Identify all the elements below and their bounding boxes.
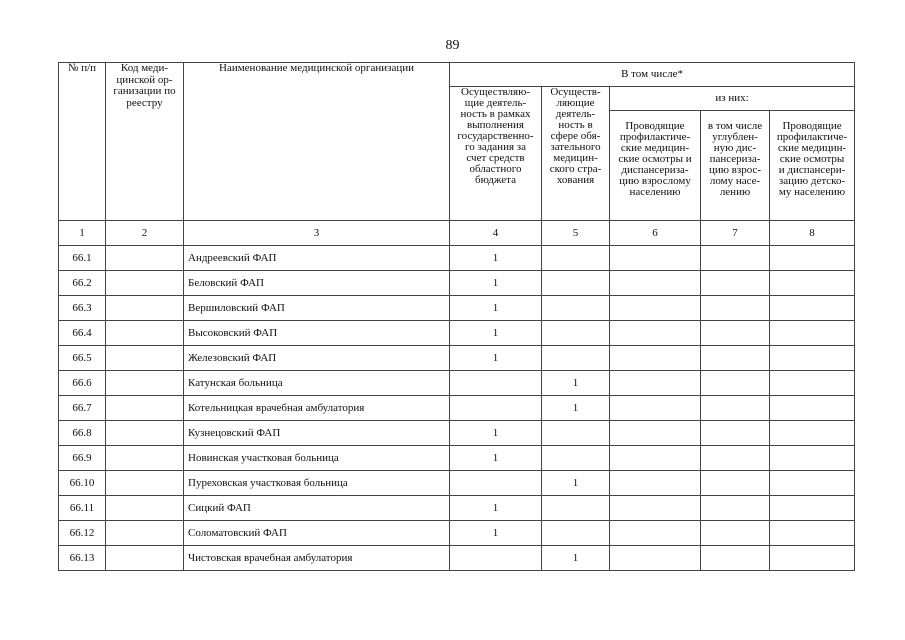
column-number-5: 5 [542,221,610,246]
row-organization-name: Пуреховская участковая больница [184,471,450,496]
row-organization-name: Новинская участковая больница [184,446,450,471]
row-organization-name: Катунская больница [184,371,450,396]
row-col8 [770,246,855,271]
row-col8 [770,321,855,346]
header-number: № п/п [59,63,106,221]
row-col6 [610,346,701,371]
row-col4 [450,396,542,421]
header-including: В том числе* [450,63,855,87]
row-col6 [610,321,701,346]
row-number: 66.10 [59,471,106,496]
row-col6 [610,371,701,396]
row-organization-name: Железовский ФАП [184,346,450,371]
row-code [106,446,184,471]
row-col4: 1 [450,496,542,521]
row-code [106,546,184,571]
row-col7 [701,396,770,421]
header-col6: Проводящие профилактиче- ские медицин- ские осмотры и диспансериза- цию взрослому населению [610,111,701,221]
table-row [59,346,855,371]
column-number-8: 8 [770,221,855,246]
row-code [106,396,184,421]
table-row [59,521,855,546]
row-number: 66.2 [59,271,106,296]
row-col8 [770,546,855,571]
row-col7 [701,421,770,446]
row-col8 [770,446,855,471]
row-col4: 1 [450,346,542,371]
column-number-4: 4 [450,221,542,246]
row-number: 66.13 [59,546,106,571]
row-number: 66.4 [59,321,106,346]
row-col7 [701,521,770,546]
table-row [59,271,855,296]
row-number: 66.11 [59,496,106,521]
row-col8 [770,371,855,396]
row-organization-name: Андреевский ФАП [184,246,450,271]
row-col7 [701,321,770,346]
column-number-7: 7 [701,221,770,246]
row-col8 [770,421,855,446]
row-code [106,296,184,321]
row-col7 [701,296,770,321]
row-number: 66.3 [59,296,106,321]
row-code [106,346,184,371]
header-code: Код меди- цинской ор- ганизации по реестру [106,63,184,221]
row-organization-name: Вершиловский ФАП [184,296,450,321]
row-col7 [701,446,770,471]
row-col4: 1 [450,296,542,321]
row-col4: 1 [450,421,542,446]
row-col4: 1 [450,246,542,271]
column-number-2: 2 [106,221,184,246]
row-col5 [542,346,610,371]
row-number: 66.8 [59,421,106,446]
row-organization-name: Кузнецовский ФАП [184,421,450,446]
row-col5 [542,271,610,296]
row-col5 [542,321,610,346]
row-col5 [542,496,610,521]
row-col4 [450,371,542,396]
row-col8 [770,496,855,521]
row-code [106,246,184,271]
row-number: 66.1 [59,246,106,271]
row-col4: 1 [450,521,542,546]
table-row [59,296,855,321]
row-col6 [610,296,701,321]
row-organization-name: Высоковский ФАП [184,321,450,346]
row-code [106,271,184,296]
header-col7: в том числе углублен- ную дис- пансериза- цию взрос- лому насе- лению [701,111,770,221]
row-number: 66.5 [59,346,106,371]
row-col6 [610,546,701,571]
row-col6 [610,521,701,546]
row-col6 [610,421,701,446]
column-number-3: 3 [184,221,450,246]
row-col7 [701,546,770,571]
row-col5: 1 [542,396,610,421]
row-col8 [770,346,855,371]
row-col8 [770,471,855,496]
row-organization-name: Чистовская врачебная амбулатория [184,546,450,571]
row-organization-name: Беловский ФАП [184,271,450,296]
row-col5 [542,296,610,321]
table-row [59,321,855,346]
row-col4 [450,546,542,571]
table-row [59,246,855,271]
row-col7 [701,496,770,521]
row-col8 [770,296,855,321]
table-row [59,421,855,446]
row-code [106,371,184,396]
row-col8 [770,396,855,421]
header-col4: Осуществляю- щие деятель- ность в рамках выполнения государственно- го задания за счет средств областного бюджета [450,87,542,221]
row-col6 [610,446,701,471]
row-col5: 1 [542,371,610,396]
row-col4 [450,471,542,496]
column-number-6: 6 [610,221,701,246]
table-row [59,396,855,421]
header-col8: Проводящие профилактиче- ские медицин- ские осмотры и диспансери- зацию детско- му населению [770,111,855,221]
table-row [59,446,855,471]
row-col5 [542,246,610,271]
row-code [106,521,184,546]
header-name: Наименование медицинской организации [184,63,450,221]
table-row [59,546,855,571]
row-number: 66.7 [59,396,106,421]
row-number: 66.12 [59,521,106,546]
row-organization-name: Котельницкая врачебная амбулатория [184,396,450,421]
row-col7 [701,371,770,396]
row-col6 [610,496,701,521]
table-row [59,471,855,496]
row-col5 [542,446,610,471]
row-col7 [701,346,770,371]
row-organization-name: Соломатовский ФАП [184,521,450,546]
row-organization-name: Сицкий ФАП [184,496,450,521]
row-col5 [542,521,610,546]
medical-organizations-table [58,62,855,571]
row-code [106,496,184,521]
row-col7 [701,271,770,296]
page-number: 89 [445,38,460,53]
row-col8 [770,271,855,296]
row-col4: 1 [450,321,542,346]
row-col6 [610,271,701,296]
row-number: 66.6 [59,371,106,396]
row-col5 [542,421,610,446]
row-col6 [610,246,701,271]
row-col8 [770,521,855,546]
row-col6 [610,471,701,496]
row-code [106,421,184,446]
table-row [59,371,855,396]
header-of-them: из них: [610,87,855,111]
row-col4: 1 [450,271,542,296]
row-col7 [701,246,770,271]
row-code [106,471,184,496]
column-number-1: 1 [59,221,106,246]
row-col6 [610,396,701,421]
table-row [59,496,855,521]
row-number: 66.9 [59,446,106,471]
row-code [106,321,184,346]
row-col4: 1 [450,446,542,471]
row-col5: 1 [542,546,610,571]
row-col7 [701,471,770,496]
header-col5: Осуществ- ляющие деятель- ность в сфере обя- зательного медицин- ского стра- хования [542,87,610,221]
table-body [59,246,855,571]
row-col5: 1 [542,471,610,496]
